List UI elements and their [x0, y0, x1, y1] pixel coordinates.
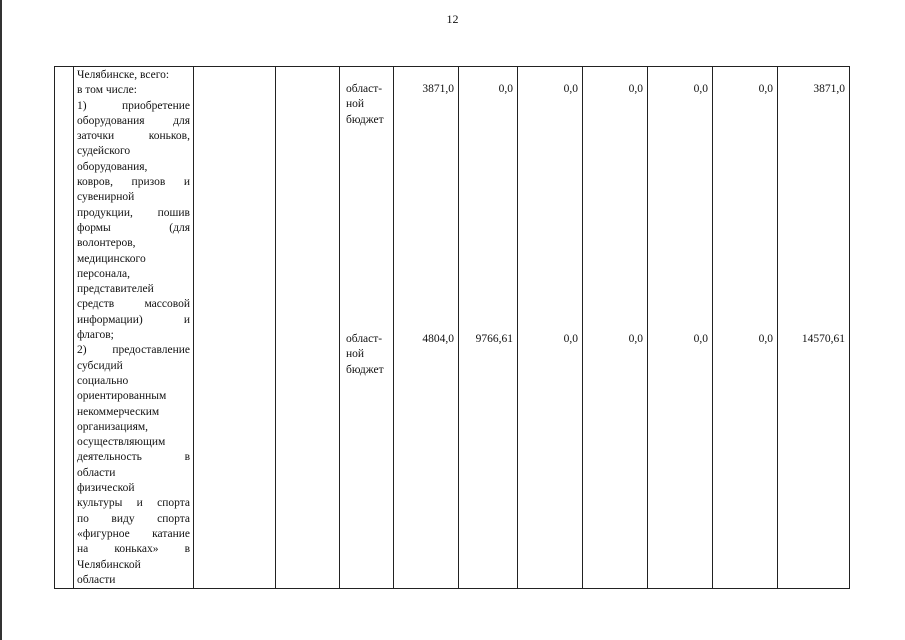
value-cell — [518, 67, 583, 589]
funding-source-cell — [340, 67, 394, 589]
value-row1: 0,0 — [758, 83, 773, 95]
description-line: по виду спорта — [77, 512, 190, 525]
page-number: 12 — [446, 12, 459, 26]
value-row2: 0,0 — [628, 333, 643, 345]
value-row1: 0,0 — [498, 83, 513, 95]
description-line: некоммерческим — [77, 405, 160, 418]
description-line: организациям, — [77, 420, 149, 433]
description-line: оборудования, — [77, 160, 148, 173]
value-cell — [459, 67, 518, 589]
description-line: субсидий — [77, 359, 123, 372]
description-line: флагов; — [77, 329, 114, 342]
value-row2: 4804,0 — [422, 333, 454, 345]
description-line: на коньках» в — [77, 543, 190, 556]
description-line: средств массовой — [77, 298, 190, 311]
description-line: Челябинской — [77, 558, 141, 571]
number-cell — [55, 67, 74, 589]
description-line: информации) и — [77, 313, 190, 326]
total-row1: 3871,0 — [813, 83, 845, 95]
description-line: заточки коньков, — [77, 130, 190, 143]
description-line: ковров, призов и — [77, 176, 190, 189]
scan-edge — [0, 0, 2, 640]
description-line: судейского — [77, 145, 131, 158]
budget-table — [54, 66, 850, 589]
description-text — [77, 68, 190, 588]
description-line: волонтеров, — [77, 237, 136, 250]
description-line: осуществляющим — [77, 436, 166, 449]
value-row2: 0,0 — [563, 333, 578, 345]
description-line: физической — [77, 482, 135, 495]
total-cell — [778, 67, 850, 589]
description-line: деятельность в — [77, 451, 190, 464]
value-cell — [394, 67, 459, 589]
table-row — [55, 67, 850, 589]
value-cell — [583, 67, 648, 589]
value-row2: 9766,61 — [475, 333, 513, 345]
description-line: оборудования для — [77, 114, 190, 127]
value-row1: 0,0 — [628, 83, 643, 95]
value-row1: 3871,0 — [422, 83, 454, 95]
description-line: сувенирной — [77, 191, 135, 204]
description-line: ориентированным — [77, 390, 167, 403]
empty-cell — [194, 67, 276, 589]
funding-source-block-1: област- ной бюджет — [346, 83, 384, 126]
description-line: социально — [77, 374, 129, 387]
description-line: в том числе: — [77, 84, 137, 97]
description-line: 1) приобретение — [77, 99, 190, 112]
description-line: формы (для — [77, 221, 190, 234]
description-line: медицинского — [77, 252, 146, 265]
description-line: продукции, пошив — [77, 206, 190, 219]
value-row2: 0,0 — [693, 333, 708, 345]
empty-cell — [276, 67, 340, 589]
value-cell — [713, 67, 778, 589]
description-line: культуры и спорта — [77, 497, 190, 510]
description-line: персонала, — [77, 267, 130, 280]
description-line: 2) предоставление — [77, 344, 190, 357]
value-row2: 0,0 — [758, 333, 773, 345]
value-row1: 0,0 — [693, 83, 708, 95]
total-row2: 14570,61 — [801, 333, 845, 345]
value-cell — [648, 67, 713, 589]
description-line: «фигурное катание — [77, 527, 190, 540]
description-line: области — [77, 466, 116, 479]
description-line: представителей — [77, 283, 154, 296]
description-line: области — [77, 573, 116, 586]
funding-source-block-2: област- ной бюджет — [346, 333, 384, 376]
description-cell — [74, 67, 194, 589]
description-line: Челябинске, всего: — [77, 69, 170, 81]
value-row1: 0,0 — [563, 83, 578, 95]
